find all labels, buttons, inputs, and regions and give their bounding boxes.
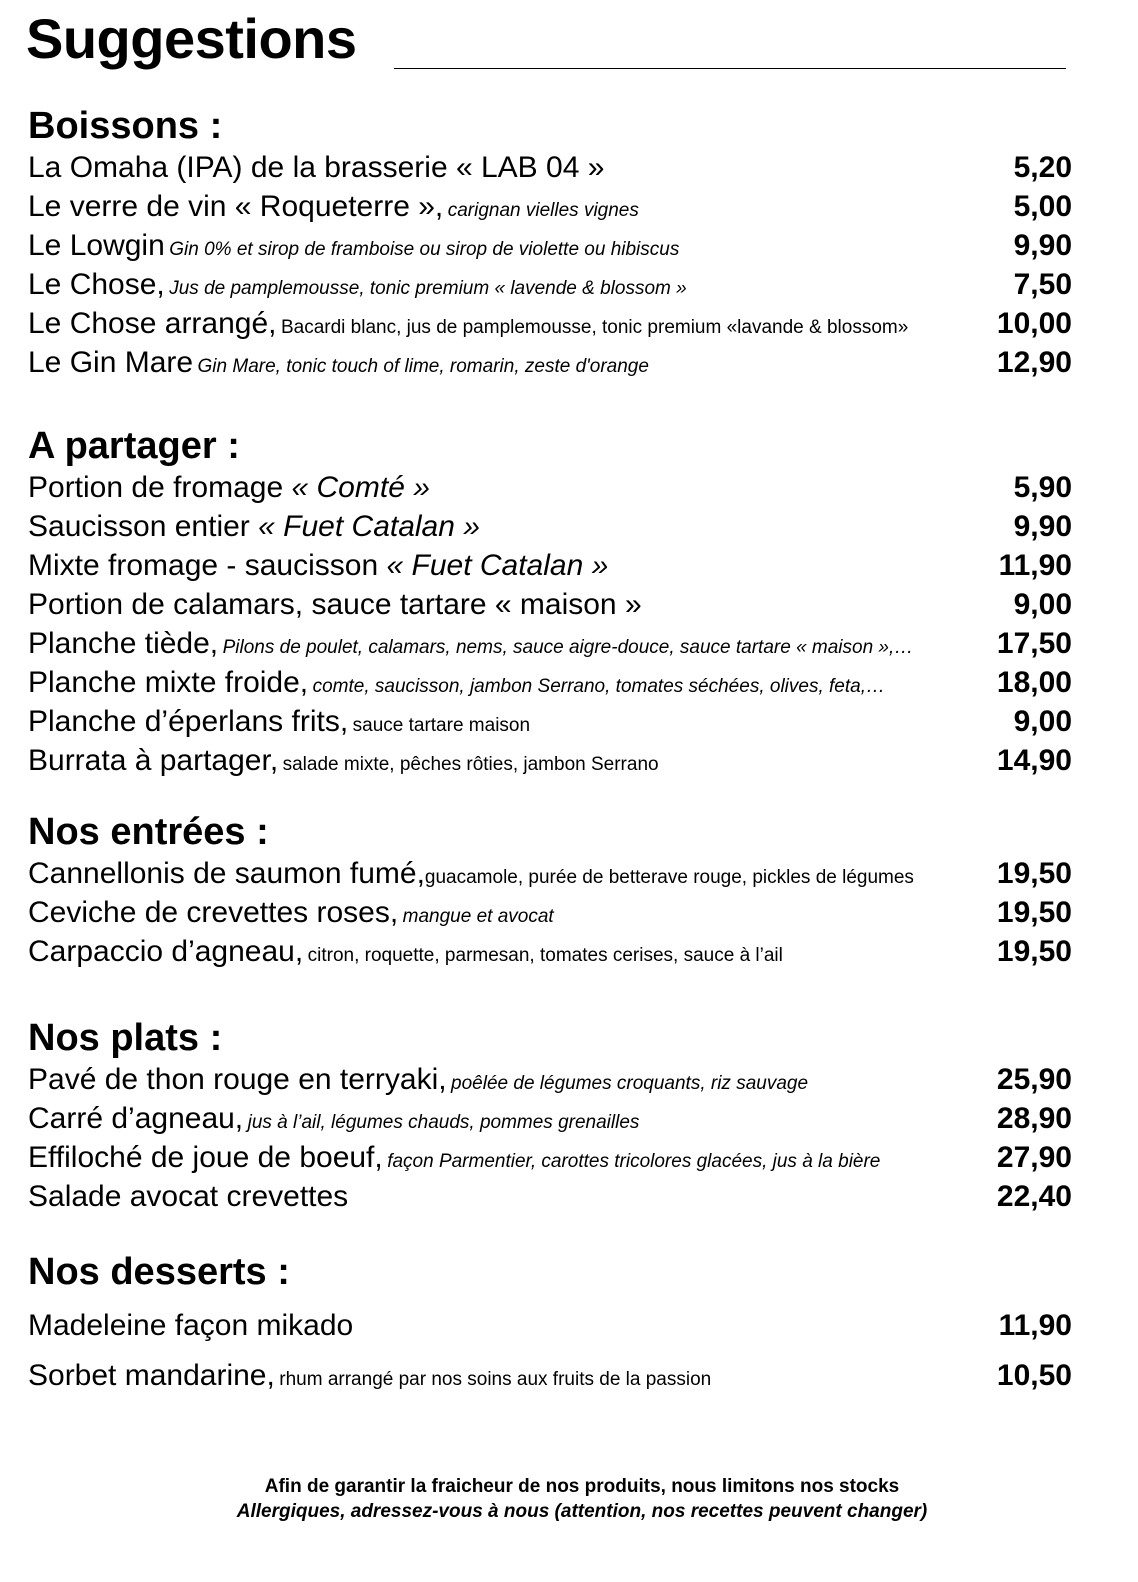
item-name: Le Chose arrangé, [28,307,277,340]
section-plats [28,1016,1072,1216]
menu-item [28,507,1072,546]
menu-item [28,624,1072,663]
title-underline [394,68,1066,69]
item-price: 11,90 [998,1309,1072,1342]
item-price: 5,00 [1013,190,1072,223]
item-detail: carignan vielles vignes [447,200,639,221]
section-a-partager [28,424,1072,780]
item-price: 18,00 [996,666,1072,699]
item-price: 5,20 [1013,151,1072,184]
item-detail: Bacardi blanc, jus de pamplemousse, tonic premium «lavande & blossom» [280,317,909,338]
item-name: Ceviche de crevettes roses, [28,896,399,929]
item-detail: Pilons de poulet, calamars, nems, sauce aigre-douce, sauce tartare « maison »,… [222,637,914,658]
item-name: Le Chose, [28,268,165,301]
item-name: Sorbet mandarine, [28,1359,275,1392]
item-detail: jus à l’ail, légumes chauds, pommes grenailles [247,1112,640,1133]
section-boissons [28,104,1072,382]
section-title: Nos entrées : [28,811,269,853]
menu-item [28,1138,1072,1177]
section-title: Nos desserts : [28,1251,290,1293]
item-name: Pavé de thon rouge en terryaki, [28,1063,447,1096]
item-detail: mangue et avocat [402,906,554,927]
menu-item [28,546,1072,585]
item-detail: poêlée de légumes croquants, riz sauvage [451,1073,809,1094]
menu-item [28,1060,1072,1099]
item-price: 5,90 [1013,471,1072,504]
item-price: 14,90 [996,744,1072,777]
item-name: Planche tiède, [28,627,219,660]
item-name: Mixte fromage - saucisson « Fuet Catalan » [28,549,609,582]
menu-item [28,343,1072,382]
section-entrees [28,810,1072,971]
item-detail: Gin Mare, tonic touch of lime, romarin, zeste d'orange [197,356,649,377]
item-detail: comte, saucisson, jambon Serrano, tomates séchées, olives, feta,… [312,676,885,697]
item-price: 9,00 [1013,705,1072,738]
item-name: Saucisson entier « Fuet Catalan » [28,510,480,543]
item-price: 9,90 [1013,229,1072,262]
item-name: Salade avocat crevettes [28,1180,349,1213]
item-price: 9,90 [1013,510,1072,543]
item-name: Carpaccio d’agneau, [28,935,304,968]
menu-item [28,1306,1072,1356]
item-name: Effiloché de joue de boeuf, [28,1141,383,1174]
item-price: 19,50 [996,896,1072,929]
item-detail: guacamole, purée de betterave rouge, pickles de légumes [424,867,914,888]
item-detail: Jus de pamplemousse, tonic premium « lavende & blossom » [169,278,687,299]
menu-item [28,187,1072,226]
item-price: 7,50 [1013,268,1072,301]
menu-item [28,1099,1072,1138]
page-title: Suggestions [26,7,357,70]
item-detail: rhum arrangé par nos soins aux fruits de la passion [279,1369,712,1390]
menu-item [28,702,1072,741]
item-name: Portion de calamars, sauce tartare « maison » [28,588,642,621]
item-name: Le Lowgin [28,229,165,262]
item-name: Le Gin Mare [28,346,194,379]
item-price: 17,50 [996,627,1072,660]
item-detail: Gin 0% et sirop de framboise ou sirop de violette ou hibiscus [169,239,680,260]
item-detail: citron, roquette, parmesan, tomates cerises, sauce à l’ail [307,945,783,966]
item-price: 25,90 [996,1063,1072,1096]
item-name: Cannellonis de saumon fumé, [28,857,425,890]
item-name: Planche mixte froide, [28,666,309,699]
item-name: Carré d’agneau, [28,1102,244,1135]
menu-item [28,741,1072,780]
item-detail: sauce tartare maison [352,715,531,736]
item-price: 22,40 [996,1180,1072,1213]
item-price: 10,50 [996,1359,1072,1392]
item-price: 19,50 [996,857,1072,890]
menu-item [28,932,1072,971]
menu-item [28,226,1072,265]
menu-item [28,468,1072,507]
menu-item [28,1356,1072,1395]
item-price: 9,00 [1013,588,1072,621]
section-title: A partager : [28,425,240,467]
item-price: 12,90 [996,346,1072,379]
item-price: 11,90 [998,549,1072,582]
item-name: Planche d’éperlans frits, [28,705,349,738]
item-price: 19,50 [996,935,1072,968]
footer-line-allergies: Allergiques, adressez-vous à nous (attention, nos recettes peuvent changer) [236,1501,928,1522]
item-price: 27,90 [996,1141,1072,1174]
item-price: 10,00 [996,307,1072,340]
menu-item [28,893,1072,932]
item-price: 28,90 [996,1102,1072,1135]
menu-item [28,265,1072,304]
menu-item [28,854,1072,893]
menu-item [28,304,1072,343]
item-name: La Omaha (IPA) de la brasserie « LAB 04 » [28,151,605,184]
item-detail: façon Parmentier, carottes tricolores glacées, jus à la bière [387,1151,881,1172]
section-desserts [28,1250,1072,1395]
section-title: Boissons : [28,105,223,147]
menu-item [28,663,1072,702]
footer-note [0,1474,1138,1524]
item-detail: salade mixte, pêches rôties, jambon Serrano [282,754,659,775]
item-name: Portion de fromage « Comté » [28,471,430,504]
menu-header [26,4,1066,74]
item-name: Burrata à partager, [28,744,279,777]
menu-item [28,148,1072,187]
menu-item [28,1177,1072,1216]
item-name: Madeleine façon mikado [28,1309,354,1342]
footer-line-stocks: Afin de garantir la fraicheur de nos produits, nous limitons nos stocks [264,1476,900,1497]
menu-item [28,585,1072,624]
section-title: Nos plats : [28,1017,223,1059]
item-name: Le verre de vin « Roqueterre », [28,190,444,223]
